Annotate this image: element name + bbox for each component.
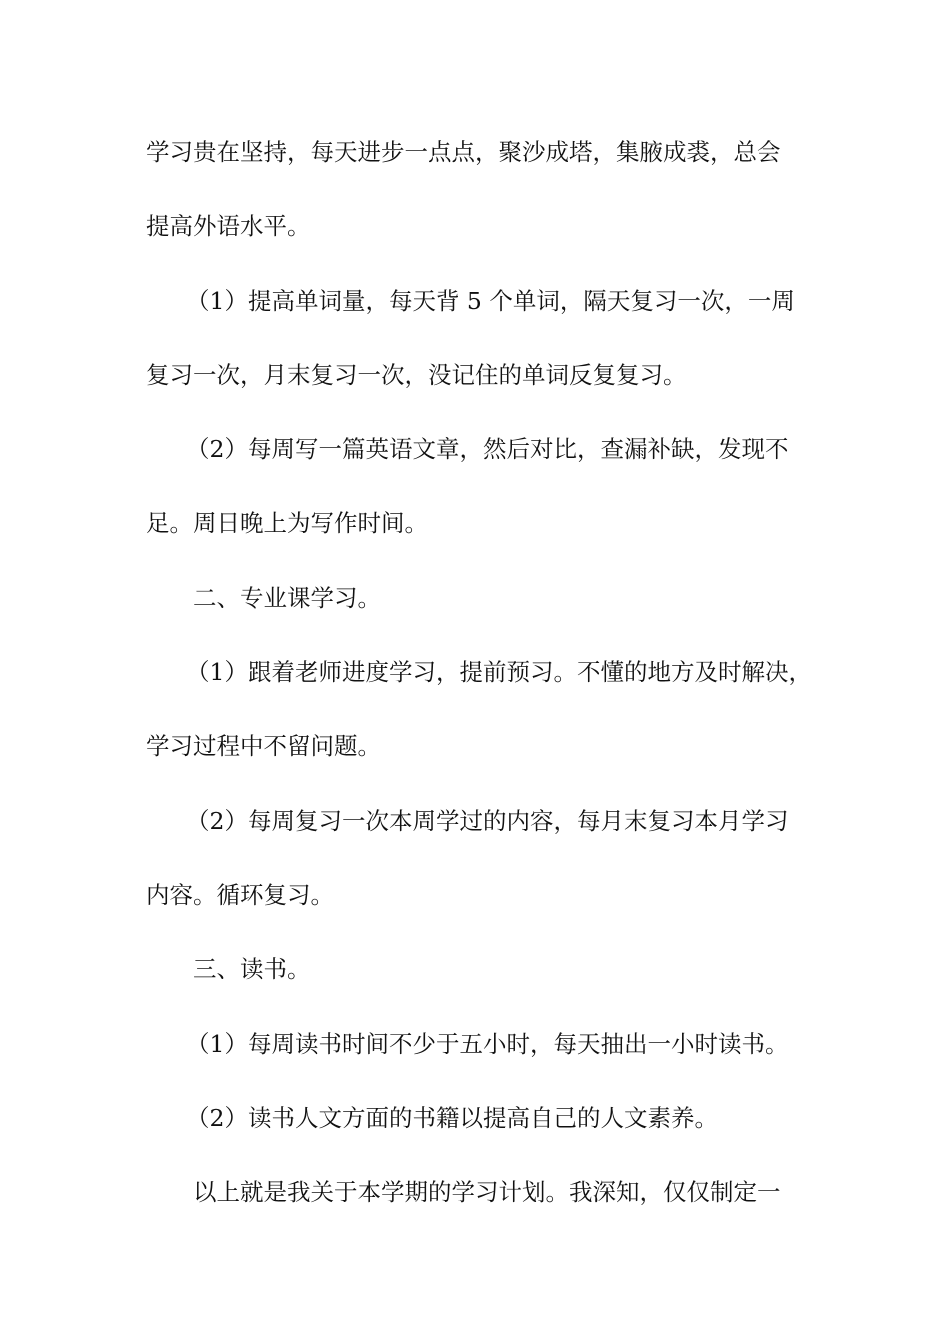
text-line: （2）每周写一篇英语文章，然后对比，查漏补缺，发现不 <box>186 435 789 464</box>
document-body <box>146 128 816 1242</box>
text-line: 学习贵在坚持，每天进步一点点，聚沙成塔，集腋成裘，总会 <box>146 138 781 166</box>
section-heading-reading <box>146 945 816 1019</box>
text-line: 以上就是我关于本学期的学习计划。我深知，仅仅制定一 <box>193 1178 781 1207</box>
text-line: 足。周日晚上为写作时间。 <box>146 509 428 538</box>
text-line: （1）跟着老师进度学习，提前预习。不懂的地方及时解决， <box>186 658 812 687</box>
text-line: 提高外语水平。 <box>146 212 311 241</box>
text-line: 学习过程中不留问题。 <box>146 732 381 761</box>
paragraph-follow-teacher <box>146 648 816 797</box>
paragraph-humanities-books <box>146 1094 816 1168</box>
section-heading-major-courses <box>146 574 816 648</box>
text-line: （2）读书人文方面的书籍以提高自己的人文素养。 <box>186 1103 718 1132</box>
text-line: 复习一次，月末复习一次，没记住的单词反复复习。 <box>146 360 687 389</box>
paragraph-persistence <box>146 128 816 277</box>
text-line: （2）每周复习一次本周学过的内容，每月末复习本月学习 <box>186 806 789 835</box>
text-line: （1）每周读书时间不少于五小时，每天抽出一小时读书。 <box>186 1029 789 1058</box>
paragraph-conclusion <box>146 1168 816 1242</box>
paragraph-vocabulary <box>146 277 816 426</box>
paragraph-reading-time <box>146 1020 816 1094</box>
text-line: 内容。循环复习。 <box>146 880 334 909</box>
text-line: （1）提高单词量，每天背 5 个单词，隔天复习一次，一周 <box>186 286 795 315</box>
paragraph-weekly-review <box>146 797 816 946</box>
section-heading: 二、专业课学习。 <box>193 583 381 612</box>
section-heading: 三、读书。 <box>193 955 311 984</box>
paragraph-writing <box>146 425 816 574</box>
